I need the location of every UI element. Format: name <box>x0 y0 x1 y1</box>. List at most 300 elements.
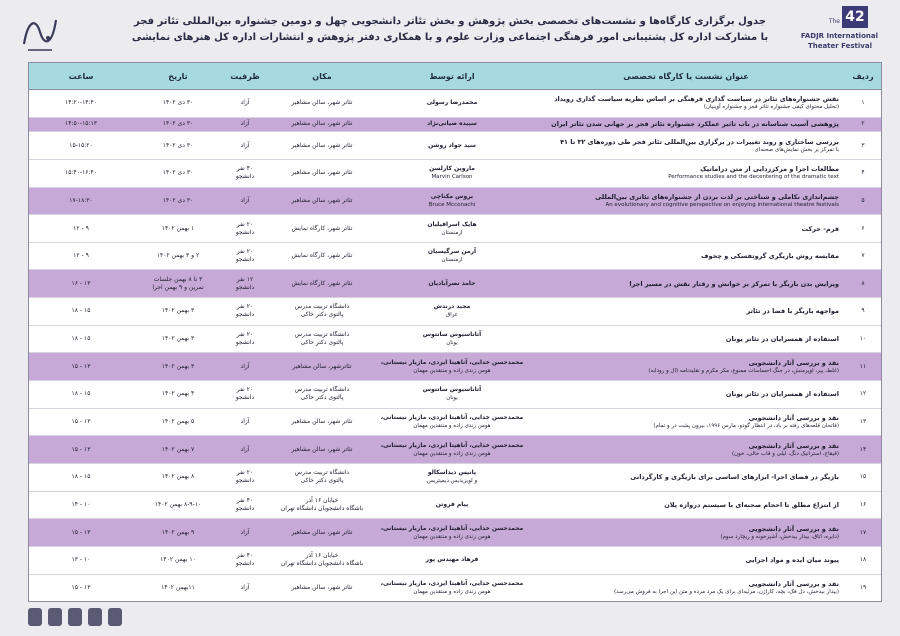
col-header-capacity: ظرفیت <box>223 63 267 90</box>
capacity-line-2: دانشجو <box>235 283 255 291</box>
row-number: ۱۳ <box>845 408 881 436</box>
presenter-name: مجید درندش <box>433 303 471 311</box>
table-row <box>29 491 881 519</box>
presenter-cell <box>377 159 527 187</box>
place-cell <box>267 215 377 243</box>
topic-cell <box>527 519 845 547</box>
table-row <box>29 519 881 547</box>
date-line-1: ۴ بهمن ۱۴۰۲ <box>161 390 195 398</box>
capacity-cell <box>223 546 267 574</box>
presenter-name: محمدحسن خدایی، آناهیتا ایزدی، مازیار نیستانی، <box>380 441 524 449</box>
presenter-extra: یونان <box>446 395 458 402</box>
topic-cell <box>527 215 845 243</box>
presenter-extra: Bruce Mcconachi <box>428 201 476 208</box>
topic-title: نقش جشنواره‌های تئاتر در سیاست گذاری فرهنگی بر اساس نظریه سیاست گذاری رویداد <box>554 95 839 104</box>
capacity-line-1: ۲۰ نفر <box>236 331 254 339</box>
capacity-cell <box>223 491 267 519</box>
place-line-1: تئاترشهر، سالن مشاهیر <box>292 362 352 370</box>
presenter-extra: یونان <box>446 340 458 347</box>
capacity-line-2: دانشجو <box>235 173 255 181</box>
date-cell <box>133 574 223 601</box>
table-row <box>29 436 881 464</box>
row-number: ۵ <box>845 187 881 215</box>
time-cell: ۱۳ - ۱۵ <box>29 574 133 601</box>
topic-subtitle: (تحلیل محتوای کیفی جشنواره تئاتر فجر و جشنواره آوینیان) <box>703 104 839 111</box>
topic-title: نقد و بررسی آثار دانشجویی <box>748 524 839 533</box>
date-cell <box>133 381 223 409</box>
capacity-cell <box>223 298 267 326</box>
date-line-1: ۸ بهمن ۱۴۰۲ <box>161 473 195 481</box>
place-line-1: خیابان ۱۶ آذر <box>305 496 339 504</box>
place-line-1: تئاتر شهر، سالن مشاهیر <box>291 169 353 177</box>
date-cell <box>133 436 223 464</box>
capacity-line-2: دانشجو <box>235 477 255 485</box>
place-line-1: تئاتر شهر، سالن مشاهیر <box>291 99 353 107</box>
topic-title: فرم- حرکت <box>801 224 839 233</box>
time-cell: ۱۵:۴۰-۱۶:۴۰ <box>29 159 133 187</box>
topic-cell <box>527 574 845 601</box>
topic-title: استفاده از همسرایان در تئاتر یونان <box>725 335 839 344</box>
topic-subtitle: (بیدار بیدخش، دل فک، بچه، کاراژن، مرثیه‌ای برای یک مرد مرده و متن این اجرا به فروش می‌رسد) <box>614 588 839 595</box>
presenter-cell <box>377 491 527 519</box>
capacity-line-1: ۴۰ نفر <box>236 552 254 560</box>
capacity-line-2: دانشجو <box>235 339 255 347</box>
presenter-name: محمدحسن خدایی، آناهیتا ایزدی، مازیار نیستانی، <box>380 413 524 421</box>
presenter-cell <box>377 298 527 326</box>
date-cell <box>133 270 223 298</box>
date-cell <box>133 353 223 381</box>
date-cell <box>133 298 223 326</box>
time-cell: ۱۴:۲۰-۱۴:۴۰ <box>29 90 133 118</box>
presenter-name: آرمن سرگیسیان <box>427 248 477 256</box>
time-cell: ۱۳ - ۱۶ <box>29 270 133 298</box>
time-cell: ۹ - ۱۲ <box>29 242 133 270</box>
topic-cell <box>527 436 845 464</box>
capacity-line-2: دانشجو <box>235 560 255 568</box>
presenter-cell <box>377 117 527 132</box>
presenter-extra: هومن زندی زاده و منتقدین مهمان <box>413 533 491 540</box>
presenter-cell <box>377 132 527 160</box>
capacity-cell <box>223 463 267 491</box>
date-line-1: ۳۰ دی ۱۴۰۲ <box>162 196 194 204</box>
topic-cell <box>527 132 845 160</box>
capacity-cell <box>223 159 267 187</box>
topic-subtitle: Performance studies and the decentering of the dramatic text <box>668 174 839 181</box>
date-line-1: ۱ بهمن ۱۴۰۲ <box>161 224 195 232</box>
capacity-cell <box>223 187 267 215</box>
capacity-line-2: دانشجو <box>235 256 255 264</box>
date-cell <box>133 463 223 491</box>
capacity-cell <box>223 270 267 298</box>
date-line-1: ۷ بهمن ۱۴۰۲ <box>161 445 195 453</box>
capacity-cell <box>223 408 267 436</box>
table-row <box>29 132 881 160</box>
topic-title: پژوهشی آسیب شناسانه در باب تاثیر عملکرد جشنواره تئاتر فجر بر جهانی شدن تئاتر ایران <box>551 120 839 129</box>
presenter-cell <box>377 325 527 353</box>
table-row <box>29 325 881 353</box>
topic-cell <box>527 242 845 270</box>
capacity-line-2: دانشجو <box>235 394 255 402</box>
place-line-1: تئاتر شهر، کارگاه نمایش <box>291 224 353 232</box>
topic-subtitle: (غلط، پیر، اوپرمنش، در جنگ احساسات ممنوع، مکر مکرم و تقلیدنامه (ال و رودابه) <box>648 367 839 374</box>
time-cell: ۱۷-۱۸:۳۰ <box>29 187 133 215</box>
date-line-1: ۳۰ دی ۱۴۰۲ <box>162 99 194 107</box>
topic-title: نقد و بررسی آثار دانشجویی <box>748 441 839 450</box>
place-line-1: دانشگاه تربیت مدرس <box>294 303 350 311</box>
presenter-extra: هومن زندی زاده و منتقدین مهمان <box>413 588 491 595</box>
presenter-cell <box>377 270 527 298</box>
topic-cell <box>527 463 845 491</box>
date-line-1: ۳۰ دی ۱۴۰۲ <box>162 120 194 128</box>
presenter-cell <box>377 519 527 547</box>
capacity-cell <box>223 353 267 381</box>
time-cell: ۱۵ - ۱۸ <box>29 463 133 491</box>
capacity-line-1: آزاد <box>240 362 250 370</box>
date-line-1: ۳ تا ۸ بهمن جلسات <box>153 275 203 283</box>
table-header-row <box>29 63 881 90</box>
place-cell <box>267 436 377 464</box>
date-cell <box>133 132 223 160</box>
capacity-cell <box>223 132 267 160</box>
festival-badge <box>800 6 878 60</box>
capacity-line-1: ۲۰ نفر <box>236 386 254 394</box>
presenter-extra: ارمنستان <box>441 229 463 236</box>
table-row <box>29 574 881 601</box>
schedule-table <box>29 63 881 601</box>
presenter-cell <box>377 574 527 601</box>
row-number: ۱۸ <box>845 546 881 574</box>
capacity-cell <box>223 325 267 353</box>
date-line-1: ۹ بهمن ۱۴۰۲ <box>161 528 195 536</box>
place-line-2: پالتوی دکتر خاکی <box>300 477 344 485</box>
capacity-line-1: آزاد <box>240 417 250 425</box>
time-cell: ۱۳ - ۱۵ <box>29 353 133 381</box>
presenter-extra: هومن زندی زاده و منتقدین مهمان <box>413 367 491 374</box>
place-cell <box>267 132 377 160</box>
presenter-cell <box>377 90 527 118</box>
topic-cell <box>527 187 845 215</box>
place-line-1: تئاتر شهر، کارگاه نمایش <box>291 279 353 287</box>
place-line-1: دانشگاه تربیت مدرس <box>294 331 350 339</box>
time-cell: ۱۵ - ۱۸ <box>29 325 133 353</box>
place-cell <box>267 117 377 132</box>
date-line-1: ۳ بهمن ۱۴۰۲ <box>161 307 195 315</box>
presenter-extra: هومن زندی زاده و منتقدین مهمان <box>413 450 491 457</box>
date-line-1: ۵ بهمن ۱۴۰۲ <box>161 417 195 425</box>
time-cell: ۱۵ - ۱۸ <box>29 298 133 326</box>
topic-title: مطالعات اجرا و مرکززدایی از متن دراماتیک <box>700 165 839 174</box>
presenter-cell <box>377 187 527 215</box>
capacity-line-1: آزاد <box>240 583 250 591</box>
capacity-cell <box>223 436 267 464</box>
topic-title: نقد و بررسی آثار دانشجویی <box>748 579 839 588</box>
capacity-cell <box>223 242 267 270</box>
date-cell <box>133 187 223 215</box>
date-cell <box>133 242 223 270</box>
presenter-name: سید جواد روشن <box>428 141 476 149</box>
date-cell <box>133 90 223 118</box>
presenter-cell <box>377 353 527 381</box>
presenter-extra: عراق <box>445 312 459 319</box>
sponsor-logos <box>28 604 148 630</box>
place-cell <box>267 491 377 519</box>
date-cell <box>133 491 223 519</box>
row-number: ۶ <box>845 215 881 243</box>
place-cell <box>267 159 377 187</box>
topic-title: بازیگر در فضای اجرا- ابزارهای اساسی برای بازیگری و کارگردانی <box>630 473 839 482</box>
table-row <box>29 463 881 491</box>
row-number: ۹ <box>845 298 881 326</box>
topic-title: پیوند میان ایده و مواد اجرایی <box>745 556 839 565</box>
row-number: ۱۵ <box>845 463 881 491</box>
badge-number: 42 <box>842 6 868 28</box>
place-line-2: پالتوی دکتر خاکی <box>300 339 344 347</box>
badge-line-1: FADJR International <box>800 32 878 40</box>
capacity-cell <box>223 519 267 547</box>
capacity-line-1: آزاد <box>240 99 250 107</box>
presenter-cell <box>377 546 527 574</box>
table-row <box>29 117 881 132</box>
page-title-line-2: با مشارکت اداره کل پشتیبانی امور فرهنگی اجتماعی وزارت علوم و با همکاری دفتر پژوهش و انتشارات اداره کل هنرهای نمایشی <box>131 32 769 43</box>
place-line-1: تئاتر شهر، سالن مشاهیر <box>291 196 353 204</box>
place-line-1: دانشگاه تربیت مدرس <box>294 386 350 394</box>
row-number: ۱۶ <box>845 491 881 519</box>
capacity-line-1: ۲۰ نفر <box>236 303 254 311</box>
place-line-1: تئاتر شهر، سالن مشاهیر <box>291 528 353 536</box>
col-header-row-num: ردیف <box>845 63 881 90</box>
topic-cell <box>527 408 845 436</box>
place-line-1: تئاتر شهر، سالن مشاهیر <box>291 583 353 591</box>
topic-cell <box>527 491 845 519</box>
date-line-1: ۸-۹-۱۰ بهمن ۱۴۰۲ <box>154 500 202 508</box>
place-line-2: باشگاه دانشجویان دانشگاه تهران <box>280 504 364 512</box>
capacity-line-2: دانشجو <box>235 311 255 319</box>
date-cell <box>133 408 223 436</box>
capacity-line-1: ۴۰ نفر <box>236 165 254 173</box>
row-number: ۲ <box>845 117 881 132</box>
place-line-2: پالتوی دکتر خاکی <box>300 394 344 402</box>
sponsor-logo-icon <box>68 608 82 626</box>
date-line-1: ۳ بهمن ۱۴۰۲ <box>161 362 195 370</box>
place-cell <box>267 519 377 547</box>
capacity-line-1: آزاد <box>240 445 250 453</box>
place-cell <box>267 242 377 270</box>
topic-cell <box>527 270 845 298</box>
capacity-cell <box>223 574 267 601</box>
place-line-1: تئاتر شهر، کارگاه نمایش <box>291 252 353 260</box>
table-row <box>29 546 881 574</box>
row-number: ۸ <box>845 270 881 298</box>
capacity-line-2: دانشجو <box>235 228 255 236</box>
table-row <box>29 298 881 326</box>
capacity-line-1: ۲۰ نفر <box>236 220 254 228</box>
topic-title: ویرایش بدن بازیگر با تمرکز بر خوانش و رفتار نقش در مسیر اجرا <box>629 279 839 288</box>
time-cell: ۱۰ - ۱۳ <box>29 546 133 574</box>
row-number: ۱۰ <box>845 325 881 353</box>
place-line-1: خیابان ۱۶ آذر <box>305 552 339 560</box>
topic-title: مقایسه روش بازیگری گروتفسکی و چخوف <box>700 252 839 261</box>
topic-title: نقد و بررسی آثار دانشجویی <box>748 413 839 422</box>
topic-title: چشم‌اندازی تکاملی و شناختی بر لذت بردن از جشنواره‌های تئاتری بین‌المللی <box>595 192 839 201</box>
table-row <box>29 242 881 270</box>
capacity-cell <box>223 90 267 118</box>
place-cell <box>267 298 377 326</box>
topic-cell <box>527 353 845 381</box>
presenter-name: محمدحسن خدایی، آناهیتا ایزدی، مازیار نیستانی، <box>380 579 524 587</box>
capacity-cell <box>223 215 267 243</box>
topic-cell <box>527 117 845 132</box>
topic-subtitle: An evolutionary and cognitive perspective on enjoying international theatre festivals <box>605 201 839 208</box>
presenter-extra: Marvin Carlson <box>431 174 473 181</box>
presenter-cell <box>377 215 527 243</box>
row-number: ۱۷ <box>845 519 881 547</box>
date-cell <box>133 325 223 353</box>
place-cell <box>267 546 377 574</box>
page-header <box>0 0 900 62</box>
row-number: ۳ <box>845 132 881 160</box>
place-cell <box>267 574 377 601</box>
date-line-1: ۲ و ۳ بهمن ۱۴۰۲ <box>156 252 200 260</box>
table-row <box>29 90 881 118</box>
place-cell <box>267 381 377 409</box>
table-row <box>29 408 881 436</box>
topic-title: بررسی ساختاری و روند تغییرات در برگزاری بین‌المللی تئاتر فجر طی دوره‌های ۳۲ تا ۴۱ <box>560 137 839 146</box>
capacity-line-1: ۱۲ نفر <box>236 275 254 283</box>
time-cell: ۱۰ - ۱۴ <box>29 491 133 519</box>
presenter-name: محمدرضا رسولی <box>426 99 478 107</box>
presenter-name: محمدحسن خدایی، آناهیتا ایزدی، مازیار نیستانی، <box>380 524 524 532</box>
row-number: ۱۹ <box>845 574 881 601</box>
table-row <box>29 187 881 215</box>
presenter-name: فرهاد مهندس پور <box>425 556 479 564</box>
topic-title: مواجهه بازیگر با فضا در تئاتر <box>746 307 839 316</box>
place-cell <box>267 270 377 298</box>
place-cell <box>267 463 377 491</box>
date-cell <box>133 159 223 187</box>
table-row <box>29 353 881 381</box>
topic-cell <box>527 90 845 118</box>
capacity-line-1: ۲۰ نفر <box>236 469 254 477</box>
row-number: ۱۲ <box>845 381 881 409</box>
presenter-name: حامد نصرآبادیان <box>428 279 476 287</box>
time-cell: ۱۳ - ۱۵ <box>29 436 133 464</box>
badge-line-2: Theater Festival <box>807 42 872 50</box>
capacity-line-1: ۲۰ نفر <box>236 248 254 256</box>
place-line-1: تئاتر شهر، سالن مشاهیر <box>291 417 353 425</box>
row-number: ۱۱ <box>845 353 881 381</box>
date-line-1: ۳۰ دی ۱۴۰۲ <box>162 141 194 149</box>
place-line-1: تئاتر شهر، سالن مشاهیر <box>291 120 353 128</box>
sponsor-logo-icon <box>48 608 62 626</box>
date-line-2: تمرین و ۹ بهمن اجرا <box>152 283 204 291</box>
date-cell <box>133 546 223 574</box>
capacity-line-1: ۴۰ نفر <box>236 496 254 504</box>
topic-cell <box>527 325 845 353</box>
col-header-topic: عنوان نشست یا کارگاه تخصصی <box>527 63 845 90</box>
topic-subtitle: (قیقاج، استراتیک دنگ، لیلی و قاب خالی، خون) <box>731 450 839 457</box>
place-line-1: تئاتر شهر، سالن مشاهیر <box>291 445 353 453</box>
presenter-name: ماروین کارلسن <box>429 165 475 173</box>
capacity-line-2: دانشجو <box>235 504 255 512</box>
topic-subtitle: (دایره، اتاق، بیدار بیدخش، آشپزخونه و ریچارد سوم) <box>720 533 839 540</box>
row-number: ۱۴ <box>845 436 881 464</box>
date-line-1: ۱۱بهمن ۱۴۰۲ <box>161 583 195 591</box>
presenter-cell <box>377 463 527 491</box>
place-cell <box>267 353 377 381</box>
table-row <box>29 270 881 298</box>
presenter-name: پیام فروتن <box>435 500 469 508</box>
sponsor-logo-icon <box>108 608 122 626</box>
presenter-cell <box>377 381 527 409</box>
presenter-cell <box>377 436 527 464</box>
presenter-name: پانیس دیداسکالو <box>427 469 477 477</box>
table-row <box>29 381 881 409</box>
date-line-1: ۳ بهمن ۱۴۰۲ <box>161 335 195 343</box>
date-line-1: ۱۰ بهمن ۱۴۰۲ <box>160 556 196 564</box>
place-line-2: پالتوی دکتر خاکی <box>300 311 344 319</box>
col-header-place: مکان <box>267 63 377 90</box>
place-cell <box>267 90 377 118</box>
place-line-1: تئاتر شهر، سالن مشاهیر <box>291 141 353 149</box>
date-line-1: ۳۰ دی ۱۴۰۲ <box>162 169 194 177</box>
capacity-line-1: آزاد <box>240 141 250 149</box>
time-cell: ۱۵ - ۱۸ <box>29 381 133 409</box>
presenter-name: آتاناسیوس ساتتوس <box>422 386 482 394</box>
topic-title: استفاده از همسرایان در تئاتر یونان <box>725 390 839 399</box>
time-cell: ۱۳ - ۱۵ <box>29 519 133 547</box>
col-header-time: ساعت <box>29 63 133 90</box>
sponsor-logo-icon <box>28 608 42 626</box>
topic-cell <box>527 298 845 326</box>
festival-calligraphy-logo-icon <box>18 10 62 54</box>
place-cell <box>267 187 377 215</box>
presenter-name: سپیده صیانی‌نژاد <box>427 120 477 128</box>
time-cell: ۱۵-۱۵:۲۰ <box>29 132 133 160</box>
capacity-cell <box>223 381 267 409</box>
capacity-line-1: آزاد <box>240 120 250 128</box>
row-number: ۴ <box>845 159 881 187</box>
presenter-cell <box>377 242 527 270</box>
time-cell: ۹ - ۱۲ <box>29 215 133 243</box>
page-title-block <box>100 14 800 46</box>
col-header-date: تاریخ <box>133 63 223 90</box>
presenter-name: بروس مکناچی <box>430 192 474 200</box>
schedule-table-frame <box>28 62 882 602</box>
date-cell <box>133 215 223 243</box>
table-row <box>29 159 881 187</box>
topic-subtitle: با تمرکز بر بخش نمایش‌های صحنه‌ای <box>754 146 839 153</box>
presenter-extra: و لویزیدیس دیمیتریس <box>426 478 478 485</box>
sponsor-logo-icon <box>88 608 102 626</box>
col-header-presenter: ارائه توسط <box>377 63 527 90</box>
topic-title: از انتزاع مطلق تا احجام صحنه‌ای با سیستم دروازه پلان <box>664 500 839 509</box>
row-number: ۱ <box>845 90 881 118</box>
time-cell: ۱۴:۵۰-۱۵:۱۳ <box>29 117 133 132</box>
presenter-name: محمدحسن خدایی، آناهیتا ایزدی، مازیار نیستانی، <box>380 358 524 366</box>
place-line-2: باشگاه دانشجویان دانشگاه تهران <box>280 560 364 568</box>
page-title-line-1: جدول برگزاری کارگاه‌ها و نشست‌های تخصصی بخش پژوهش و بخش تئاتر دانشجویی چهل و دومین جشنواره بین‌المللی تئاتر فجر <box>134 16 766 27</box>
date-cell <box>133 519 223 547</box>
capacity-cell <box>223 117 267 132</box>
table-row <box>29 215 881 243</box>
topic-cell <box>527 381 845 409</box>
presenter-extra: ارمنستان <box>441 257 463 264</box>
presenter-name: آتاناسیوس ساتتوس <box>422 331 482 339</box>
presenter-name: هایک اسرافیلیان <box>427 220 477 228</box>
place-line-1: دانشگاه تربیت مدرس <box>294 469 350 477</box>
capacity-line-1: آزاد <box>240 528 250 536</box>
topic-cell <box>527 546 845 574</box>
